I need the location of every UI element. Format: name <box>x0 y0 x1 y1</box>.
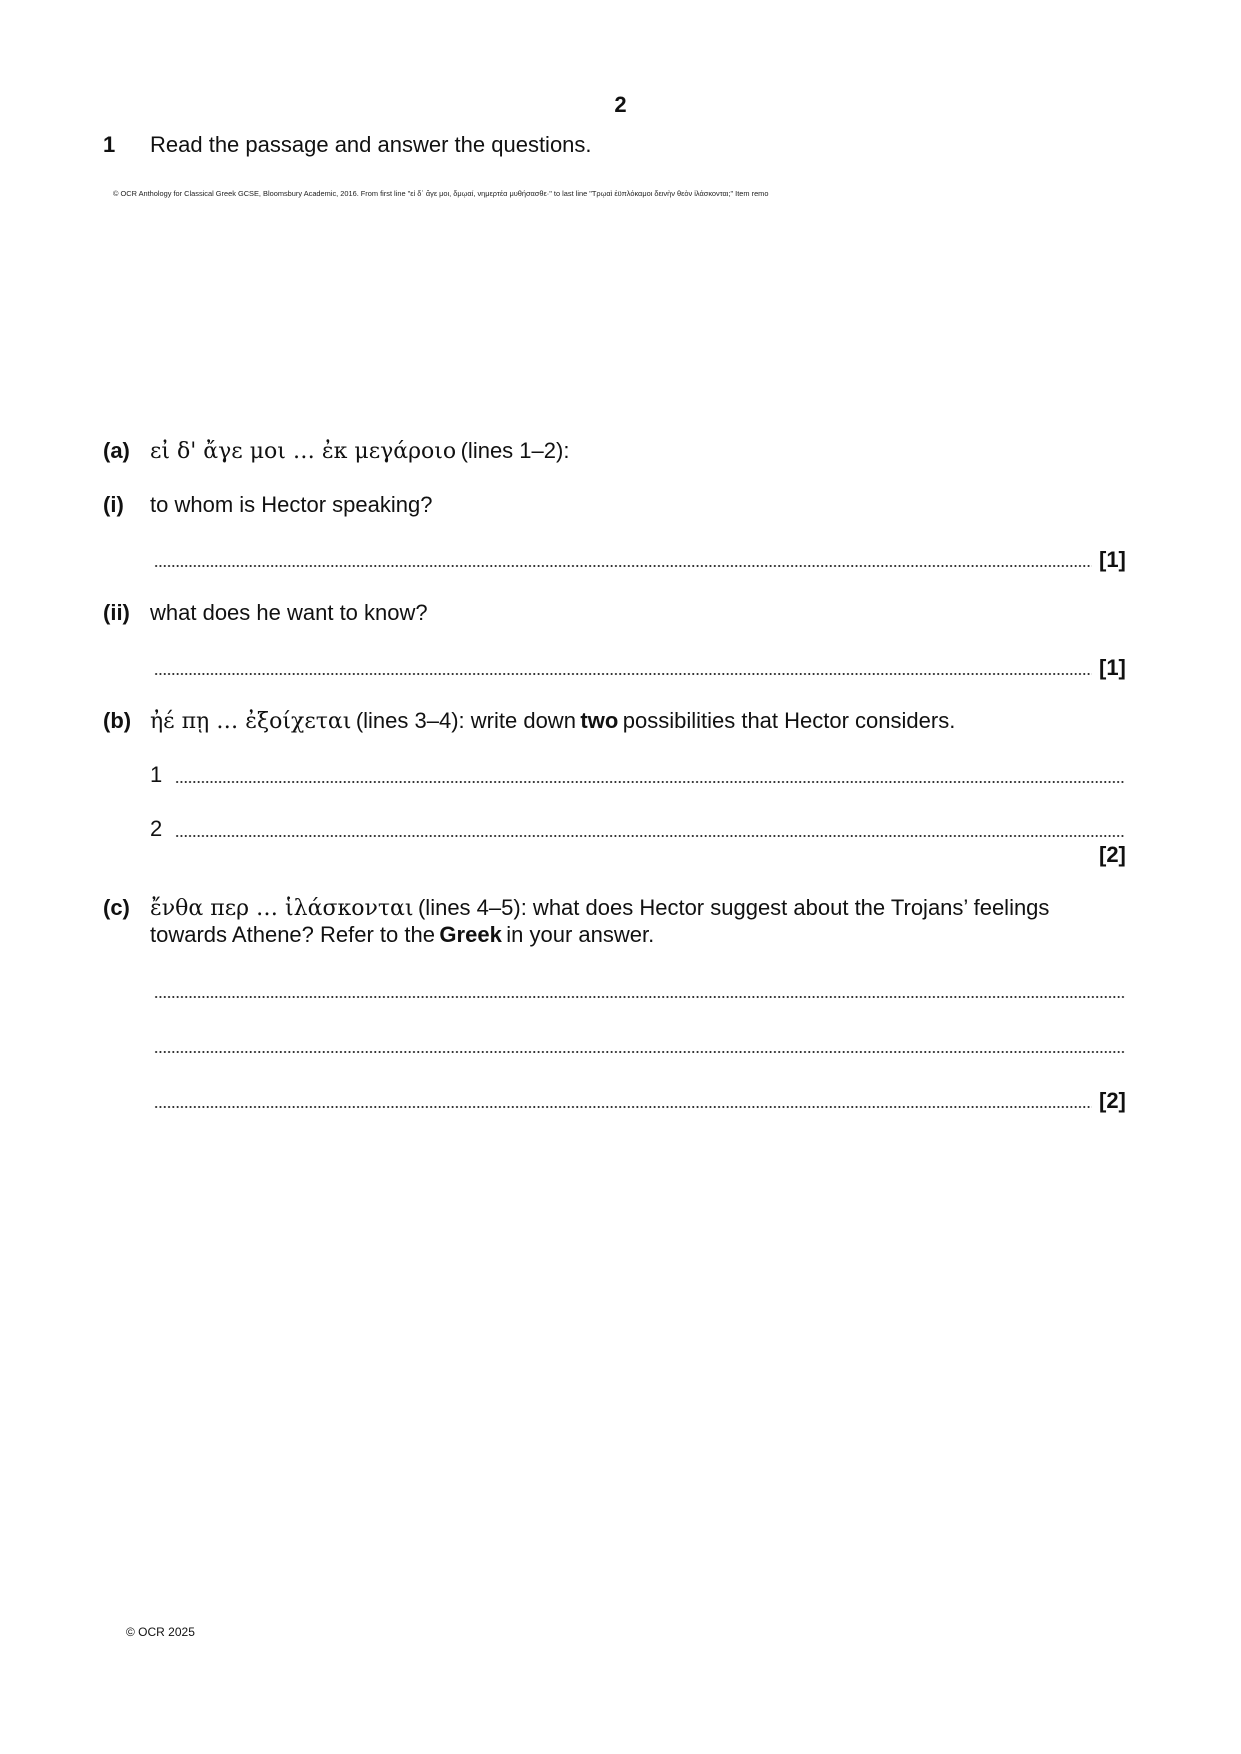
part-b-label: (b) <box>103 708 132 733</box>
part-b-text-before: (lines 3–4): write down <box>355 708 576 733</box>
part-a-lines-ref: (lines 1–2): <box>460 438 570 463</box>
part-a-i-label: (i) <box>103 492 124 517</box>
part-c-prompt-line-1 <box>150 895 1049 921</box>
mark-b: [2] <box>1099 842 1126 867</box>
part-c-text-line-2-bold: Greek <box>439 922 502 947</box>
page-number: 2 <box>614 92 627 117</box>
part-b-text-after: possibilities that Hector considers. <box>622 708 956 733</box>
answer-line-c-3[interactable] <box>154 1105 1092 1109</box>
answer-line-a-ii[interactable] <box>154 672 1092 676</box>
answer-line-a-i[interactable] <box>154 564 1092 568</box>
part-a-ii-label: (ii) <box>103 600 130 625</box>
part-b-greek-quote: ἠέ πῃ … ἐξοίχεται <box>150 709 352 734</box>
part-b-prompt <box>150 708 955 734</box>
mark-a-i: [1] <box>1099 547 1126 572</box>
answer-line-c-1[interactable] <box>154 995 1125 999</box>
part-c-text-line-1: (lines 4–5): what does Hector suggest about the Trojans’ feelings <box>417 895 1050 920</box>
question-number: 1 <box>103 132 116 157</box>
answer-line-b-2[interactable] <box>175 834 1125 838</box>
part-c-label: (c) <box>103 895 130 920</box>
part-a-prompt <box>150 438 569 464</box>
footer-copyright: © OCR 2025 <box>126 1625 195 1639</box>
part-b-answer-1-number: 1 <box>150 762 163 787</box>
part-a-i-question: to whom is Hector speaking? <box>150 492 433 517</box>
part-c-text-line-2-after: in your answer. <box>506 922 655 947</box>
copyright-credit-line: © OCR Anthology for Classical Greek GCSE, Bloomsbury Academic, 2016. From first line "εἰ δ᾽ ἄγε μοι, δμῳαί, νημερτέα μυθήσασθε·" to last line "Τρῳαὶ ἐϋπλόκαμοι δεινὴν θεὸν ἱλάσκονται;" Item remo <box>113 189 769 198</box>
question-instruction: Read the passage and answer the questions. <box>150 132 592 157</box>
mark-c: [2] <box>1099 1088 1126 1113</box>
part-c-prompt-line-2 <box>150 922 654 948</box>
part-a-greek-quote: εἰ δ' ἄγε μοι … ἐκ μεγάροιο <box>150 439 457 464</box>
part-b-answer-2-number: 2 <box>150 816 163 841</box>
part-a-label: (a) <box>103 438 130 463</box>
part-c-text-line-2-before: towards Athene? Refer to the <box>150 922 435 947</box>
answer-line-c-2[interactable] <box>154 1050 1125 1054</box>
part-c-greek-quote: ἔνθα περ … ἱλάσκονται <box>150 896 414 921</box>
mark-a-ii: [1] <box>1099 655 1126 680</box>
part-b-text-bold: two <box>580 708 619 733</box>
part-a-ii-question: what does he want to know? <box>150 600 428 625</box>
answer-line-b-1[interactable] <box>175 780 1125 784</box>
